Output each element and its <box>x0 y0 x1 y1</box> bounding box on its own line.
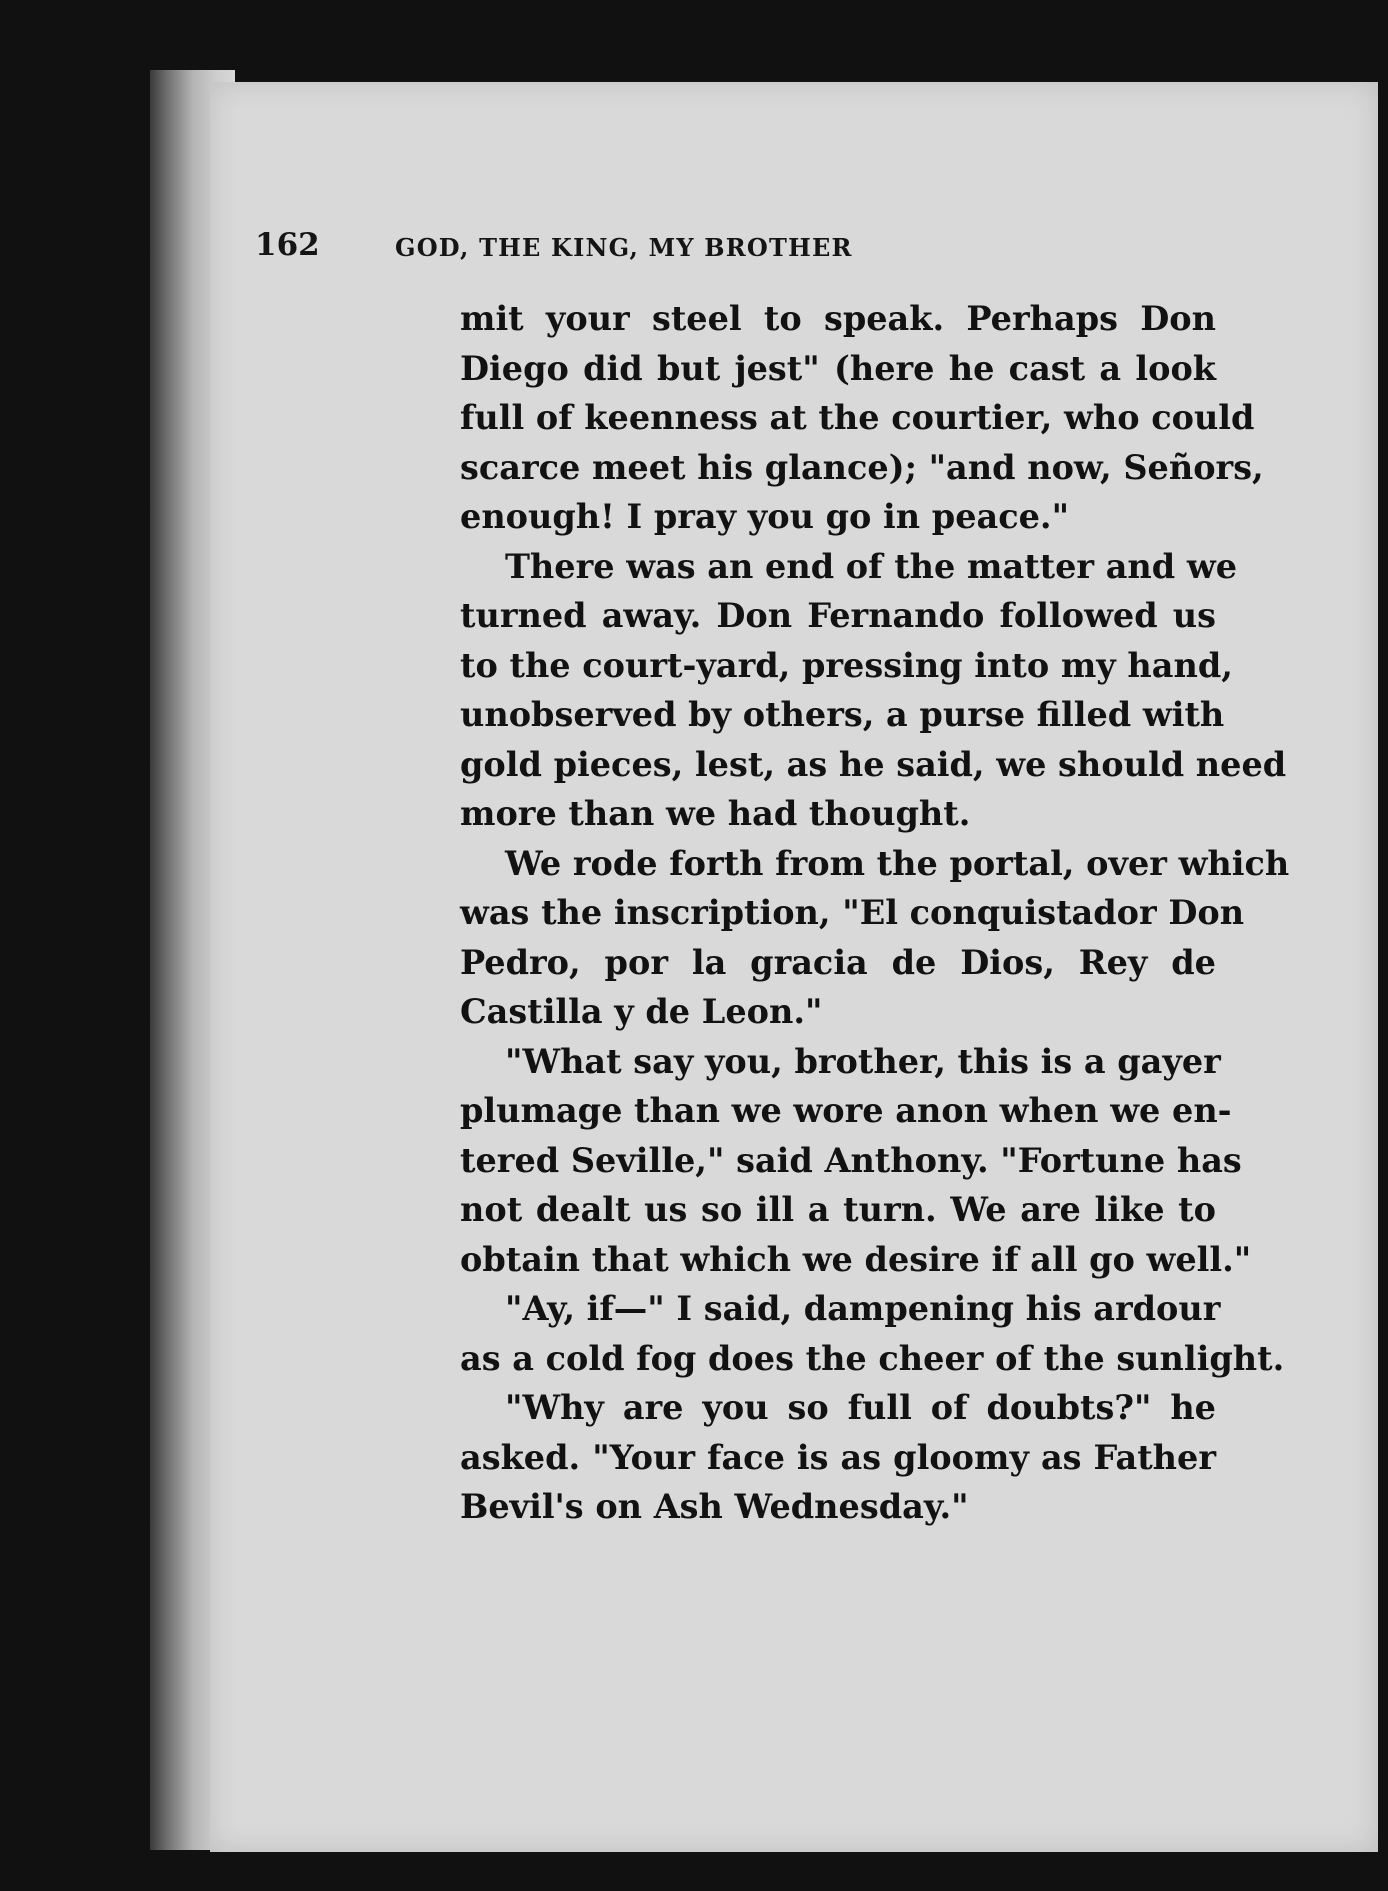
text-line: more than we had thought. <box>460 794 971 833</box>
running-header <box>255 225 1095 265</box>
text-line: was the inscription, "El conquistador Don <box>460 893 1245 932</box>
text-line: enough! I pray you go in peace." <box>460 497 1070 536</box>
text-line: plumage than we wore anon when we en- <box>460 1091 1232 1130</box>
text-line: as a cold fog does the cheer of the sunlight. <box>460 1338 1285 1378</box>
text-line: Bevil's on Ash Wednesday." <box>460 1487 969 1526</box>
text-line: There was an end of the matter and we <box>505 546 1238 586</box>
text-line: Diego did but jest" (here he cast a look <box>460 348 1216 388</box>
text-line: tered Seville," said Anthony. "Fortune has <box>460 1140 1242 1180</box>
text-line: turned away. Don Fernando followed us <box>460 596 1216 635</box>
page-number: 162 <box>255 227 320 263</box>
text-line: mit your steel to speak. Perhaps Don <box>460 299 1216 338</box>
text-line: We rode forth from the portal, over which <box>505 843 1290 883</box>
text-line: scarce meet his glance); "and now, Señors, <box>460 447 1264 487</box>
text-line: not dealt us so ill a turn. We are like to <box>460 1190 1216 1229</box>
text-line: gold pieces, lest, as he said, we should need <box>460 744 1287 784</box>
text-line: Castilla y de Leon." <box>460 992 823 1031</box>
running-title: GOD, THE KING, MY BROTHER <box>395 233 853 262</box>
text-line: obtain that which we desire if all go well." <box>460 1239 1252 1279</box>
text-line: to the court-yard, pressing into my hand, <box>460 645 1233 685</box>
text-line: "What say you, brother, this is a gayer <box>505 1041 1221 1081</box>
text-line: full of keenness at the courtier, who could <box>460 398 1255 437</box>
text-line: Pedro, por la gracia de Dios, Rey de <box>460 942 1216 982</box>
text-line: "Why are you so full of doubts?" he <box>505 1388 1216 1427</box>
body-text <box>460 294 1290 1532</box>
text-line: asked. "Your face is as gloomy as Father <box>460 1437 1216 1477</box>
text-line: "Ay, if—" I said, dampening his ardour <box>505 1289 1221 1328</box>
text-line: unobserved by others, a purse filled with <box>460 695 1225 734</box>
